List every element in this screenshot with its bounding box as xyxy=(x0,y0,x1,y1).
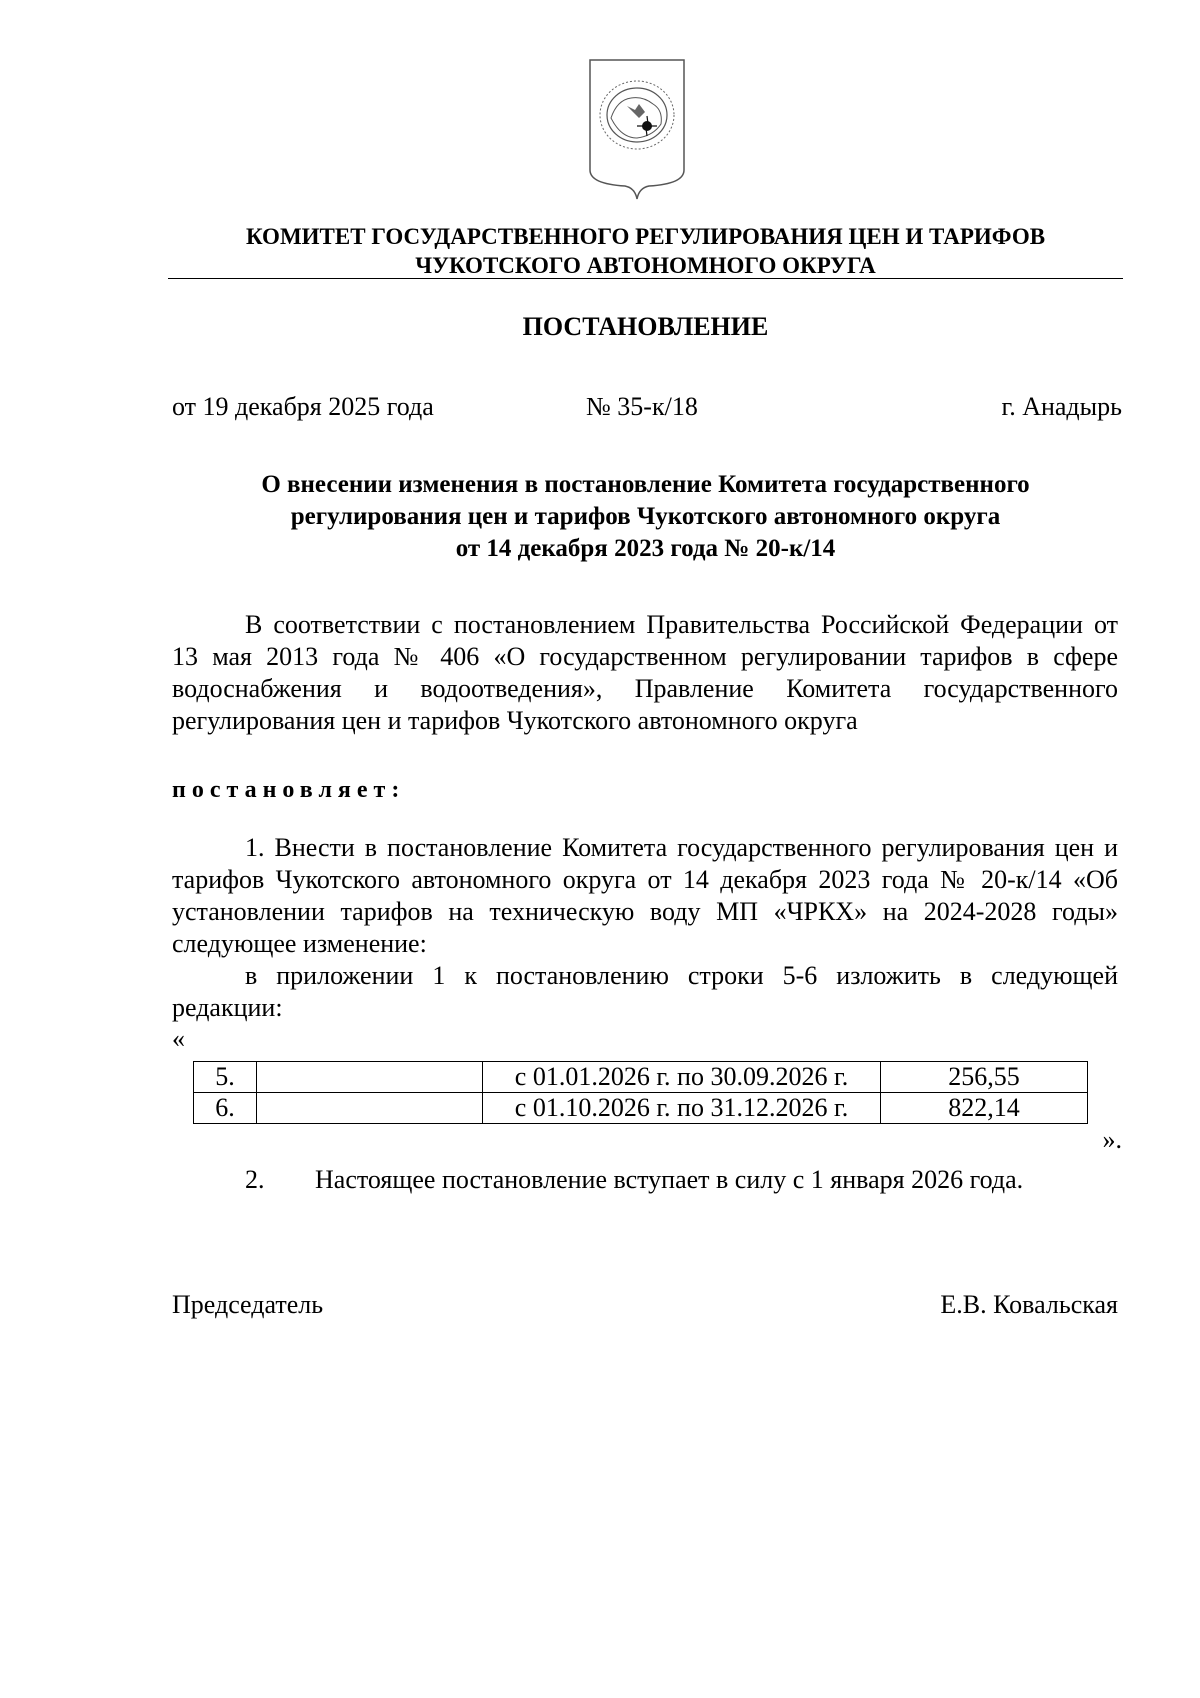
signatory-position: Председатель xyxy=(172,1290,324,1319)
row-blank-cell xyxy=(257,1062,483,1093)
row-tariff-value: 822,14 xyxy=(881,1093,1088,1124)
table-row xyxy=(194,1062,1088,1093)
row-period: с 01.10.2026 г. по 31.12.2026 г. xyxy=(483,1093,881,1124)
document-place: г. Анадырь xyxy=(1001,392,1122,421)
document-date: от 19 декабря 2025 года xyxy=(172,392,434,421)
item-1-paragraph: 1. Внести в постановление Комитета государственного регулирования цен и тарифов Чукотского автономного округа от 14 декабря 2023 года № 20-к/14 «Об установлении тарифов на техническую воду МП «ЧРКХ» на 2024-2028 годы» следующее изменение: xyxy=(172,833,1118,958)
decree-word: постановляет: xyxy=(172,777,406,803)
row-tariff-value: 256,55 xyxy=(881,1062,1088,1093)
subject-line1: О внесении изменения в постановление Комитета государственного xyxy=(261,471,1030,498)
document-subject xyxy=(168,469,1123,565)
item-1-subparagraph: в приложении 1 к постановлению строки 5-6 изложить в следующей редакции: xyxy=(172,961,1118,1022)
row-blank-cell xyxy=(257,1093,483,1124)
item-2-number: 2. xyxy=(245,1165,265,1194)
document-type-title: ПОСТАНОВЛЕНИЕ xyxy=(522,312,769,341)
row-period: с 01.01.2026 г. по 30.09.2026 г. xyxy=(483,1062,881,1093)
document-number: № 35-к/18 xyxy=(586,392,698,421)
item-2-text: Настоящее постановление вступает в силу с 1 января 2026 года. xyxy=(315,1165,1024,1194)
subject-line3: от 14 декабря 2023 года № 20-к/14 xyxy=(455,535,836,562)
row-number: 5. xyxy=(194,1062,257,1093)
subject-line2: регулирования цен и тарифов Чукотского автономного округа xyxy=(290,503,1001,530)
closing-quote: ». xyxy=(1102,1125,1122,1154)
opening-quote: « xyxy=(172,1024,185,1053)
header-divider xyxy=(168,278,1123,279)
row-number: 6. xyxy=(194,1093,257,1124)
tariff-rows-table xyxy=(193,1061,1088,1124)
preamble-paragraph: В соответствии с постановлением Правительства Российской Федерации от 13 мая 2013 года № 406 «О государственном регулировании тарифов в сфере водоснабжения и водоотведения», Правление Комитета государственного регулирования цен и тарифов Чукотского автономного округа xyxy=(172,610,1118,735)
coat-of-arms-emblem xyxy=(587,58,687,201)
committee-name-line1: КОМИТЕТ ГОСУДАРСТВЕННОГО РЕГУЛИРОВАНИЯ ЦЕН И ТАРИФОВ xyxy=(245,224,1046,249)
table-row xyxy=(194,1093,1088,1124)
signatory-name: Е.В. Ковальская xyxy=(940,1290,1118,1319)
committee-name-line2: ЧУКОТСКОГО АВТОНОМНОГО ОКРУГА xyxy=(415,253,876,278)
